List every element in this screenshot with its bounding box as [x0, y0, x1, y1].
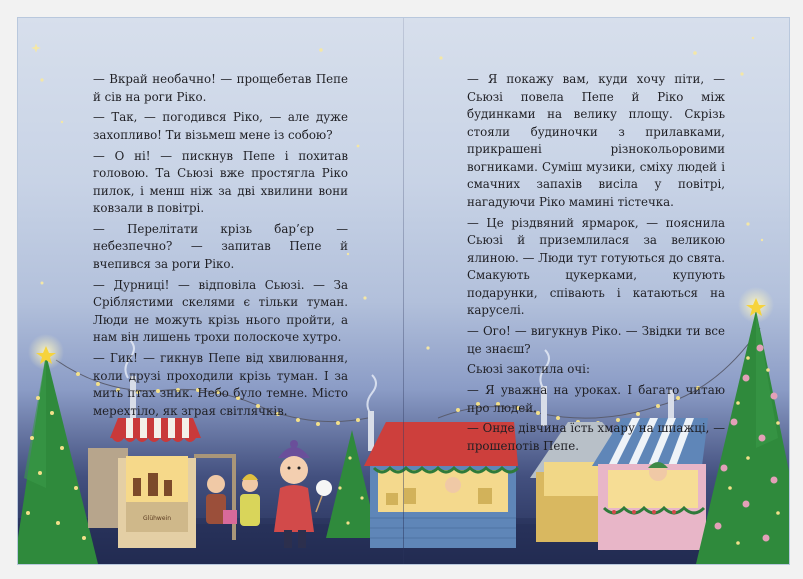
- left-paragraph: — Так, — погодився Ріко, — але дуже захопливо! Ти візьмеш мене із собою?: [93, 110, 348, 142]
- left-page-text: [93, 71, 348, 424]
- right-paragraph: — Ого! — вигукнув Ріко. — Звідки ти все це знаєш?: [467, 324, 725, 356]
- right-paragraph: — Я покажу вам, куди хочу піти, — Сьюзі повела Пепе й Ріко між будинками на велику площу. Скрізь стояли будиночки з прилавками, прикрашені різнокольоровими вогниками. Суміш музики, сміху людей і смачних запахів висіла у повітрі, нагадуючи Ріко мамині тістечка.: [467, 72, 725, 209]
- right-paragraph: — Онде дівчина їсть хмару на шпажці, — прошепотів Пепе.: [467, 421, 725, 453]
- book-spread: [17, 17, 790, 565]
- stall-sign: Glühwein: [143, 515, 171, 522]
- page-gutter: [403, 18, 404, 564]
- left-paragraph: — Дурниці! — відповіла Сьюзі. — За Сріблястими скелями є тільки туман. Люди не можуть крізь нього пройти, а нам він лишень трохи полоскоче хутро.: [93, 277, 348, 345]
- left-paragraph: — Гик! — гикнув Пепе від хвилювання, коли друзі проходили крізь туман. І за мить птах зник. Небо було темне. Місто мерехтіло, як зграя світлячків.: [93, 351, 348, 418]
- right-paragraph: — Я уважна на уроках. І багато читаю про людей.: [467, 383, 725, 415]
- left-paragraph: — Вкрай необачно! — прощебетав Пепе й сів на роги Ріко.: [93, 72, 348, 104]
- left-paragraph: — Перелітати крізь бар’єр — небезпечно? — запитав Пепе й вчепився за роги Ріко.: [93, 221, 348, 272]
- right-page-text: [467, 71, 725, 459]
- right-paragraph: Сьюзі закотила очі:: [467, 362, 590, 377]
- left-christmas-tree: [18, 334, 98, 564]
- left-paragraph: — О ні! — пискнув Пепе і похитав головою. Та Сьюзі вже простягла Ріко пилок, і менш ніж за дві хвилини вони ковзали в повітрі.: [93, 148, 348, 216]
- right-paragraph: — Це різдвяний ярмарок, — пояснила Сьюзі й приземлилася за великою ялиною. — Люди тут готуються до свята. Смакують цукерками, купують подарунки, співають і катаються на каруселі.: [467, 215, 725, 318]
